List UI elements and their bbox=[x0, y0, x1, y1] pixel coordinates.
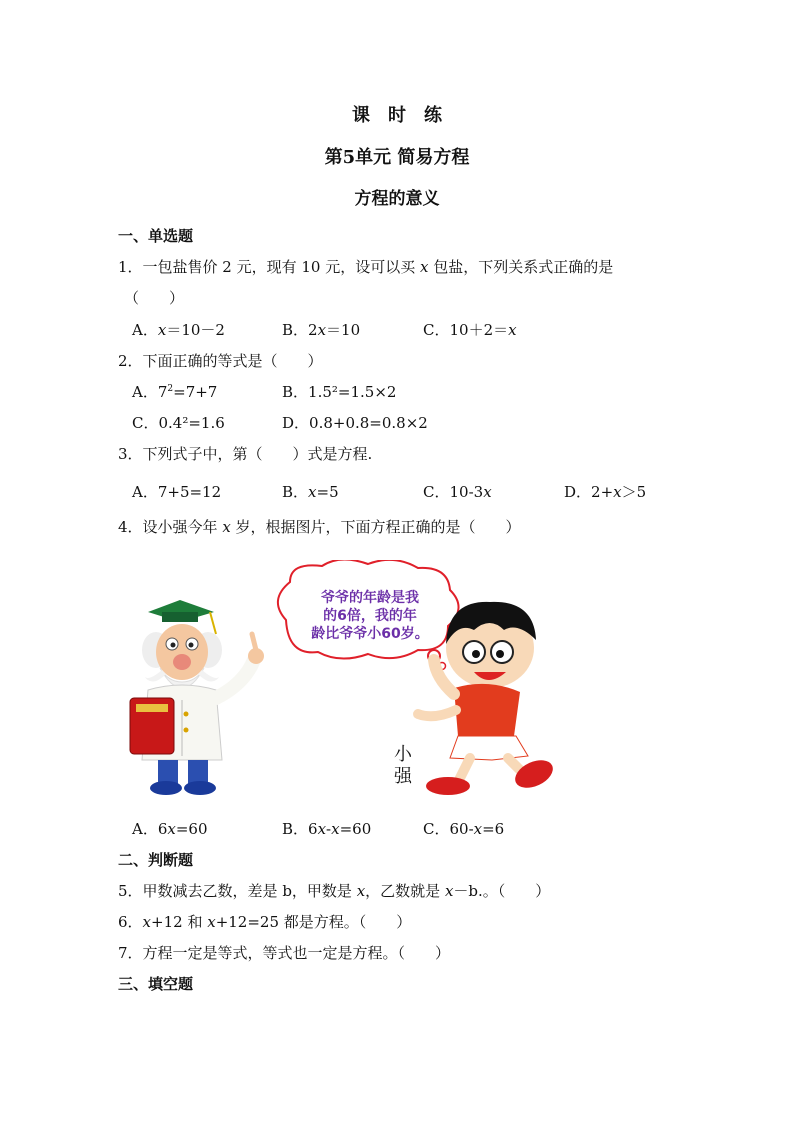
q4-option-c[interactable]: C．60-x=6 bbox=[423, 820, 505, 838]
q4-option-a[interactable]: A．6x=60 bbox=[132, 820, 208, 838]
unit-title: 第5单元 简易方程 bbox=[324, 147, 470, 168]
q2-option-c[interactable]: C．0.4²=1.6 bbox=[132, 414, 225, 432]
q2-option-a[interactable]: A．$7^2=7+7$ bbox=[132, 383, 218, 401]
q3-option-c[interactable]: C．10-3x bbox=[423, 483, 492, 501]
q3-option-a[interactable]: A．7+5=12 bbox=[132, 483, 222, 501]
question-4-illustration bbox=[118, 560, 558, 800]
question-6: 6．x+12 和 x+12=25 都是方程。（ ） bbox=[118, 913, 412, 931]
question-7: 7．方程一定是等式，等式也一定是方程。（ ） bbox=[118, 944, 451, 962]
question-5: 5．甲数减去乙数，差是 b，甲数是 x，乙数就是 x－b.。（ ） bbox=[118, 882, 551, 900]
section-single-choice: 一、单选题 bbox=[118, 227, 194, 245]
q1-option-c[interactable]: C．10＋2＝x bbox=[423, 321, 517, 339]
q1-option-b[interactable]: B．2x＝10 bbox=[282, 321, 361, 339]
bubble-line-1: 爷爷的年龄是我 bbox=[321, 590, 419, 606]
boy-name-1: 小 bbox=[394, 744, 412, 765]
question-4-stem: 4．设小强今年 x 岁，根据图片，下面方程正确的是（ ） bbox=[118, 518, 521, 536]
section-fill-blank: 三、填空题 bbox=[118, 975, 194, 993]
bubble-line-3: 龄比爷爷小60岁。 bbox=[311, 626, 429, 642]
bubble-line-2: 的6倍，我的年 bbox=[323, 608, 417, 624]
q3-option-b[interactable]: B．x=5 bbox=[282, 483, 339, 501]
question-2-stem: 2．下面正确的等式是（ ） bbox=[118, 352, 323, 370]
question-3-stem: 3．下列式子中，第（ ）式是方程. bbox=[118, 445, 373, 463]
section-true-false: 二、判断题 bbox=[118, 851, 194, 869]
question-1-stem: 1．一包盐售价 2 元，现有 10 元，设可以买 x 包盐，下列关系式正确的是 bbox=[118, 258, 614, 276]
boy-name-2: 强 bbox=[394, 766, 412, 787]
q1-option-a[interactable]: A．x＝10－2 bbox=[132, 321, 225, 339]
lesson-title: 方程的意义 bbox=[354, 189, 440, 209]
q3-option-d[interactable]: D．2+x＞5 bbox=[564, 483, 647, 501]
q4-option-b[interactable]: B．6x-x=60 bbox=[282, 820, 372, 838]
q2-option-d[interactable]: D．0.8+0.8=0.8×2 bbox=[282, 414, 428, 432]
question-1-paren: （ ） bbox=[124, 289, 185, 307]
speech-bubble bbox=[278, 560, 459, 670]
grandfather-figure bbox=[130, 600, 264, 795]
page-title: 课 时 练 bbox=[352, 105, 442, 126]
q2-option-b[interactable]: B．1.5²=1.5×2 bbox=[282, 383, 397, 401]
